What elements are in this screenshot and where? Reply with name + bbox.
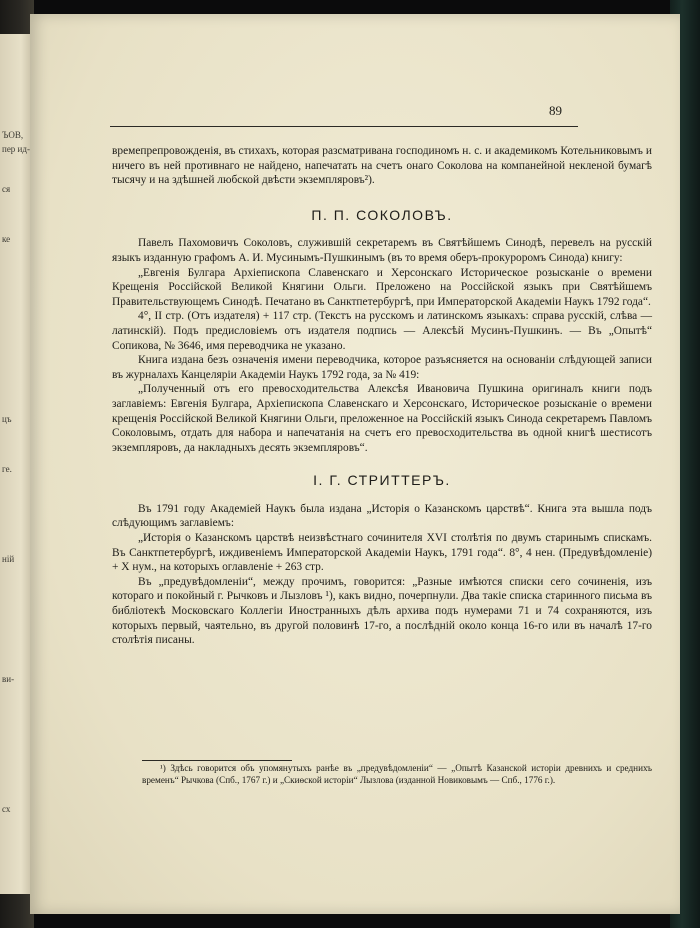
paragraph: Въ 1791 году Академіей Наукъ была издана „Исторія о Казанскомъ царствѣ“. Книга эта вышла подъ слѣдующимъ заглавіемъ: — [112, 502, 652, 530]
facing-page-text: пер ид- — [2, 144, 30, 154]
paragraph: Въ „предувѣдомленіи“, между прочимъ, говорится: „Разные имѣются списки сего сочиненія, изъ котораго и покойный г. Рычковъ и Лызловъ ¹), какъ видно, почерпнули. Два такіе списка старинного письма въ библіотекѣ Московскаго Коллегіи Иностранныхъ дѣлъ архива подъ нумерами 71 и 74 сохраняются, изъ которыхъ первый, чаятельно, въ другой половинѣ 17-го, а послѣдній около конца 16-го или въ началѣ 17-го столѣтія писаны. — [112, 575, 652, 647]
facing-page-text: ке — [2, 234, 11, 244]
page-number: 89 — [549, 103, 562, 118]
paragraph: 4°, II стр. (Отъ издателя) + 117 стр. (Текстъ на русскомъ и латинскомъ языкахъ: справа русскій, слѣва — латинскій). Подъ предисловіемъ отъ издателя подпись — Алексѣй Мусинъ-Пушкинъ. — Въ „Опытѣ“ Сопикова, № 3646, имя переводчика не указано. — [112, 310, 652, 352]
section-heading-stritter: I. Г. СТРИТТЕРЪ. — [313, 472, 451, 489]
page-body — [112, 144, 652, 648]
intro-paragraph: времепрепровожденія, въ стихахъ, которая разсматривана господиномъ н. с. и академикомъ Котельниковымъ и ничего въ ней противнаго не найдено, напечатать на счетъ онаго Соколова на компанейной некленой бумагѣ тысячу и на здѣшней любской двѣсти экземпляровъ²). — [112, 145, 652, 187]
paragraph: Павелъ Пахомовичъ Соколовъ, служившій секретаремъ въ Святѣйшемъ Синодѣ, перевелъ на русскій языкъ изданную графомъ А. И. Мусинымъ-Пушкинымъ (въ то время оберъ-прокуроромъ Синода) книгу: — [112, 237, 652, 264]
facing-page-text: сх — [2, 804, 11, 814]
paragraph: Книга издана безъ означенія имени переводчика, которое разъясняется на основаніи слѣдующей записи въ журналахъ Канцеляріи Академіи Наукъ 1792 года, за № 419: — [112, 354, 652, 381]
quoted-record: „Полученный отъ его превосходительства Алексѣя Ивановича Пушкина оригиналъ книги подъ заглавіемъ: Евгенія Булгара, Архіепископа Славенскаго и Херсонскаго, Историческое розысканіе о времени крещенія Россійской Великой Княгини Ольги, преложенное на Россійскій языкъ Синода секретаремъ Павломъ Соколовымъ, отдать для набора и напечатанія на счетъ его превосходительства въ одной книгѣ шестисотъ экземпляровъ, да накладныхъ десять экземпляровъ“. — [112, 383, 652, 454]
quoted-title: „Евгенія Булгара Архіепископа Славенскаго и Херсонскаго Историческое розысканіе о времени Крещенія Россійской Великой Княгини Ольги. Преложено на Россійской языкъ при Святѣйшемъ Правительствующемъ Синодѣ. Печатано въ Санктпетербургѣ, при Императорской Академіи Наукъ 1792 года“. — [112, 266, 652, 308]
facing-page-edge — [0, 34, 30, 894]
header-rule — [110, 126, 578, 127]
facing-page-text: ся — [2, 184, 11, 194]
facing-page-text: цъ — [2, 414, 12, 424]
facing-page-text: ви- — [2, 674, 15, 684]
quoted-title: „Исторія о Казанскомъ царствѣ неизвѣстнаго сочинителя XVI столѣтія по двумъ старинымъ спискамъ. Въ Санктпетербургѣ, иждивеніемъ Императорской Академіи Наукъ, 1791 года“. 8°, 4 нен. (Предувѣдомленіе) + X нум., на которыхъ оглавленіе + 263 стр. — [112, 532, 652, 574]
footnote-rule — [142, 760, 292, 761]
facing-page-text: ЪОВ, — [2, 130, 24, 140]
book-page — [30, 14, 680, 914]
section-heading-sokolov: П. П. СОКОЛОВЪ. — [311, 206, 453, 223]
footnote: ¹) Здѣсь говорится объ упомянутыхъ ранѣе въ „предувѣдомленіи“ — „Опытѣ Казанской исторіи древнихъ и среднихъ временъ“ Рычкова (Спб., 1767 г.) и „Скиѳской исторіи“ Лызлова (изданной Новиковымъ — Спб., 1776 г.). — [142, 763, 652, 785]
facing-page-text: ній — [2, 554, 15, 564]
facing-page-text: ге. — [2, 464, 12, 474]
